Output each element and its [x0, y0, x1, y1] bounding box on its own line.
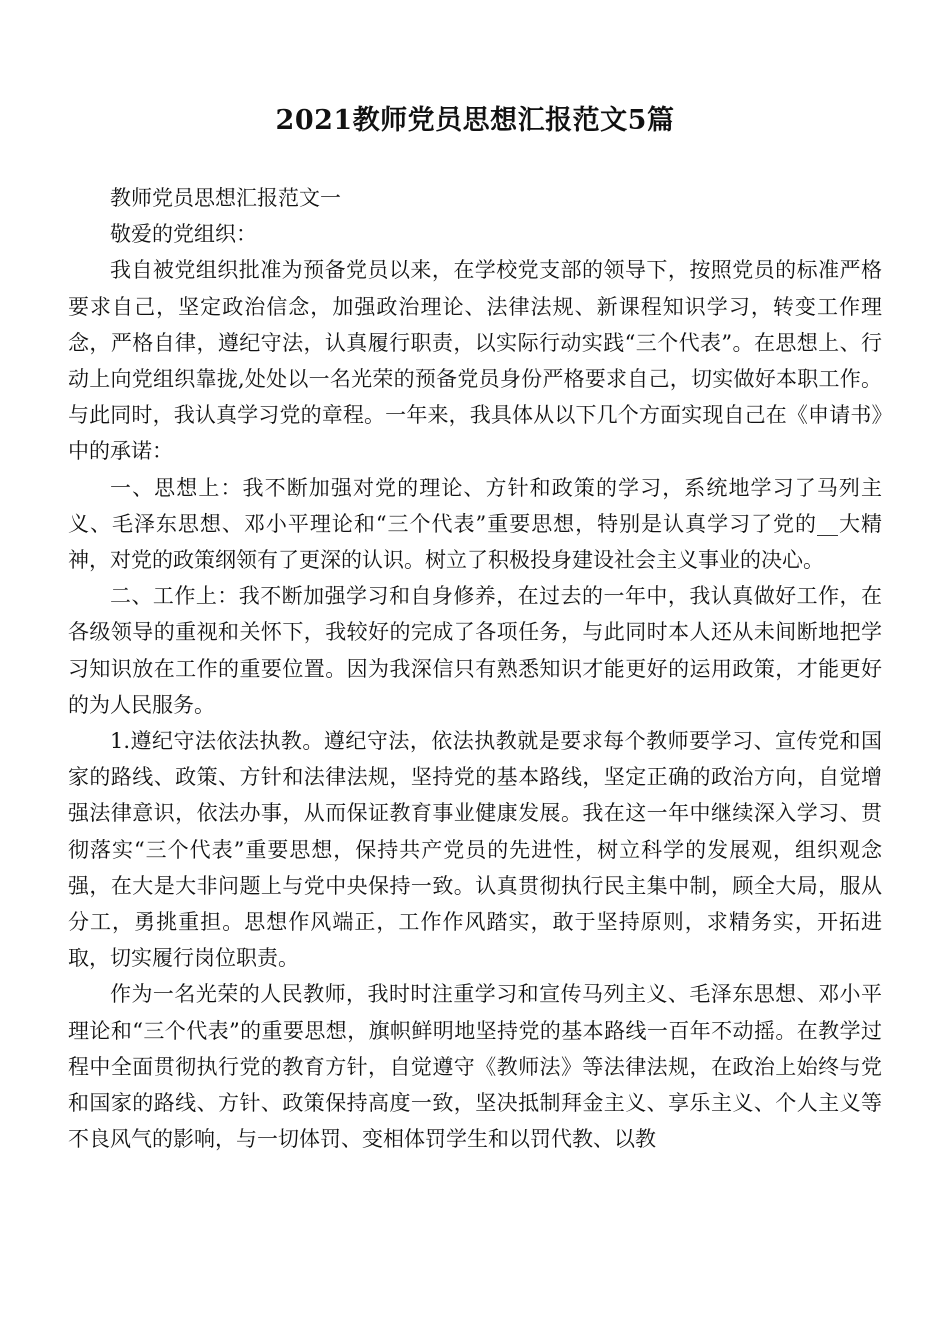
body-paragraph: 1.遵纪守法依法执教。遵纪守法，依法执教就是要求每个教师要学习、宣传党和国家的路线、政策、方针和法律法规，坚持党的基本路线，坚定正确的政治方向，自觉增强法律意识，依法办事，从而保证教育事业健康发展。我在这一年中继续深入学习、贯彻落实“三个代表”重要思想，保持共产党员的先进性，树立科学的发展观，组织观念强，在大是大非问题上与党中央保持一致。认真贯彻执行民主集中制，顾全大局，服从分工，勇挑重担。思想作风端正，工作作风踏实，敢于坚持原则，求精务实，开拓进取，切实履行岗位职责。 [68, 729, 882, 971]
body-paragraph: 我自被党组织批准为预备党员以来，在学校党支部的领导下，按照党员的标准严格要求自己，坚定政治信念，加强政治理论、法律法规、新课程知识学习，转变工作理念，严格自律，遵纪守法，认真履行职责，以实际行动实践“三个代表”。在思想上、行动上向党组织靠拢,处处以一名光荣的预备党员身份严格要求自己，切实做好本职工作。与此同时，我认真学习党的章程。一年来，我具体从以下几个方面实现自己在《申请书》中的承诺： [68, 258, 882, 464]
section-heading: 教师党员思想汇报范文一 [110, 186, 341, 210]
salutation: 敬爱的党组织： [110, 222, 257, 247]
document-title: 2021教师党员思想汇报范文5篇 [275, 105, 675, 136]
body-paragraph: 作为一名光荣的人民教师，我时时注重学习和宣传马列主义、毛泽东思想、邓小平理论和“三个代表”的重要思想，旗帜鲜明地坚持党的基本路线一百年不动摇。在教学过程中全面贯彻执行党的教育方针，自觉遵守《教师法》等法律法规，在政治上始终与党和国家的路线、方针、政策保持高度一致，坚决抵制拜金主义、享乐主义、个人主义等不良风气的影响，与一切体罚、变相体罚学生和以罚代教、以教 [68, 982, 882, 1152]
body-paragraph: 一、思想上：我不断加强对党的理论、方针和政策的学习，系统地学习了马列主义、毛泽东思想、邓小平理论和“三个代表”重要思想，特别是认真学习了党的__大精神，对党的政策纲领有了更深的认识。树立了积极投身建设社会主义事业的决心。 [68, 475, 882, 573]
document-body [68, 180, 882, 1157]
body-paragraph: 二、工作上：我不断加强学习和自身修养，在过去的一年中，我认真做好工作，在各级领导的重视和关怀下，我较好的完成了各项任务，与此同时本人还从未间断地把学习知识放在工作的重要位置。因为我深信只有熟悉知识才能更好的运用政策，才能更好的为人民服务。 [68, 584, 882, 717]
